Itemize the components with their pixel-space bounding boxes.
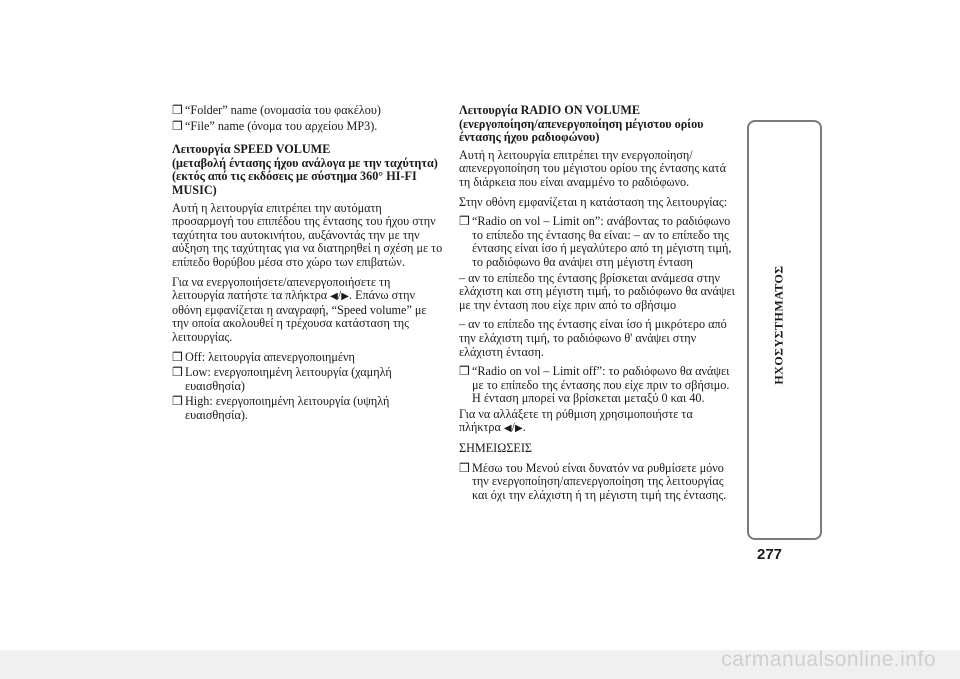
radio-on-volume-heading: Λειτουργία RADIO ON VOLUME (ενεργοποίηση/απενεργοποίηση μέγιστου ορίου έντασης ήχου ραδιοφώνου) <box>459 103 704 145</box>
bullet-icon: ❒ <box>459 460 470 475</box>
right-column <box>459 104 735 504</box>
speed-volume-heading: Λειτουργία SPEED VOLUME (μεταβολή έντασης ήχου ανάλογα με την ταχύτητα) (εκτός από τις εκδόσεις με σύστημα 360° HI-FI MUSIC) <box>172 142 438 197</box>
bullet-icon: ❒ <box>459 214 470 229</box>
list-item: ❒ Μέσω του Μενού είναι δυνατόν να ρυθμίσετε μόνο την ενεργοποίηση/απενεργοποίηση της λειτουργίας και όχι την ελάχιστη ή τη μέγιστη τιμή της έντασης. <box>459 460 727 502</box>
list-item: ❒ High: ενεργοποιημένη λειτουργία (υψηλή ευαισθησία). <box>172 394 390 422</box>
bullet-icon: ❒ <box>172 394 183 409</box>
left-arrow-icon: ◀ <box>330 291 338 303</box>
right-arrow-icon: ▶ <box>341 291 349 303</box>
list-item: ❒ “Folder” name (ονομασία του φακέλου) <box>172 103 381 117</box>
left-column <box>172 104 444 424</box>
paragraph: Για να ενεργοποιήσετε/απενεργοποιήσετε τη λειτουργία πατήστε τα πλήκτρα ◀/▶. Επάνω στην οθόνη εμφανίζεται η αναγραφή, “Speed volume” με την οποία ακολουθεί η τρέχουσα κατάσταση της λειτουργίας. <box>172 274 427 344</box>
list-item: ❒ Off: λειτουργία απενεργοποιημένη <box>172 349 355 364</box>
paragraph: Στην οθόνη εμφανίζεται η κατάσταση της λειτουργίας: <box>459 194 728 209</box>
paragraph: – αν το επίπεδο της έντασης είναι ίσο ή μικρότερο από την ελάχιστη τιμή, το ραδιόφωνο θ' ανάψει στην ελάχιστη ένταση. <box>459 317 727 359</box>
bullet-icon: ❒ <box>172 118 183 133</box>
page-number: 277 <box>757 546 783 563</box>
watermark: carmanualsonline.info <box>721 648 936 671</box>
paragraph: Αυτή η λειτουργία επιτρέπει την αυτόματη προσαρμογή του επιπέδου της έντασης του ήχου στην ταχύτητα του αυτοκινήτου, αυξάνοντάς την με την αύξηση της ταχύτητας για να διατηρηθεί η σχέση με το επίπεδο θορύβου μέσα στο χώρο των επιβατών. <box>172 200 443 269</box>
paragraph: Για να αλλάξετε τη ρύθμιση χρησιμοποιήστε τα πλήκτρα ◀/▶. <box>459 406 693 435</box>
paragraph: Αυτή η λειτουργία επιτρέπει την ενεργοποίηση/απενεργοποίηση του μέγιστου ορίου της έντασης κατά τη διάρκεια που είναι αναμμένο το ραδιόφωνο. <box>459 147 726 189</box>
bullet-icon: ❒ <box>172 103 183 117</box>
list-item: ❒ “Radio on vol – Limit on”: ανάβοντας το ραδιόφωνο το επίπεδο της έντασης θα είναι: – αν το επίπεδο της έντασης είναι ίσο ή μεγαλύτερο από τη μέγιστη τιμή, το ραδιόφωνο θα ανάψει στη μέγιστη ένταση <box>459 214 732 269</box>
section-tab-label: ΗΧΟΣΥΣΤΗΜΑΤΟΣ <box>771 265 786 385</box>
bullet-icon: ❒ <box>172 365 183 380</box>
right-arrow-icon: ▶ <box>514 423 523 435</box>
paragraph: – αν το επίπεδο της έντασης βρίσκεται ανάμεσα στην ελάχιστη και στη μέγιστη τιμή, το ραδιόφωνο θα ανάψει με την ένταση που είχε πριν από το σβήσιμο <box>459 270 735 312</box>
list-item: ❒ Low: ενεργοποιημένη λειτουργία (χαμηλή ευαισθησία) <box>172 365 392 393</box>
left-arrow-icon: ◀ <box>503 423 512 435</box>
bullet-icon: ❒ <box>459 364 470 379</box>
notes-heading: ΣΗΜΕΙΩΣΕΙΣ <box>459 441 532 456</box>
list-item: ❒ “Radio on vol – Limit off”: το ραδιόφωνο θα ανάψει με το επίπεδο της έντασης που είχε πριν το σβήσιμο. Η ένταση μπορεί να βρίσκεται μεταξύ 0 και 40. <box>459 364 730 406</box>
bullet-icon: ❒ <box>172 349 183 364</box>
list-item: ❒ “File” name (όνομα του αρχείου MP3). <box>172 118 378 133</box>
